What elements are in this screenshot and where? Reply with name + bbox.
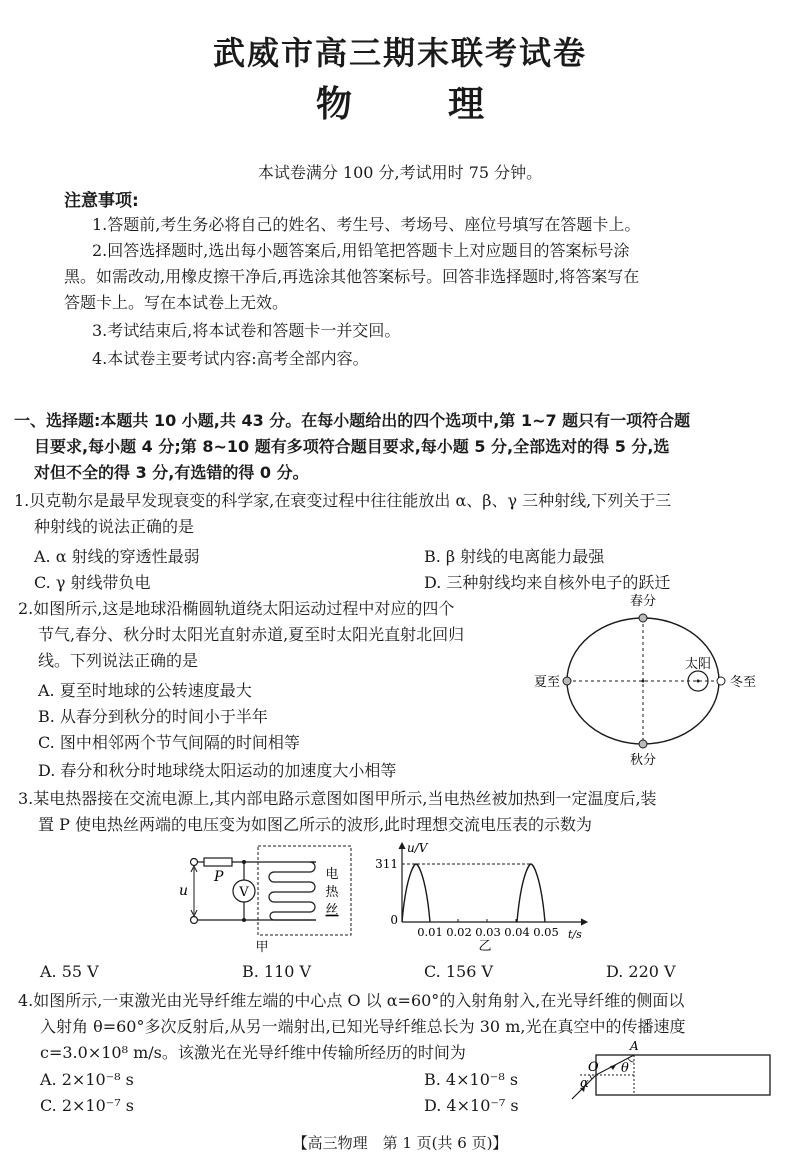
heater-char-1: 电: [325, 867, 339, 882]
q4-option-d: D. 4×10⁻⁷ s: [424, 1096, 519, 1115]
orbit-center: [642, 680, 645, 683]
q1-option-a: A. α 射线的穿透性最弱: [34, 547, 200, 566]
q2-stem-cont: 节气,春分、秋分时太阳光直射赤道,夏至时太阳光直射北回归: [38, 625, 465, 644]
page-footer: 【高三物理 第 1 页(共 6 页)】: [292, 1134, 508, 1152]
resistor-label: P: [214, 869, 224, 885]
caption-jia: 甲: [255, 940, 269, 955]
notice-item-2: 2.回答选择题时,选出每小题答案后,用铅笔把答题卡上对应题目的答案标号涂: [92, 241, 630, 260]
label-autumn: 秋分: [629, 753, 657, 768]
notice-item-2-cont2: 答题卡上。写在本试卷上无效。: [64, 293, 289, 312]
label-theta: θ: [621, 1061, 629, 1076]
notice-item-4: 4.本试卷主要考试内容:高考全部内容。: [92, 349, 369, 368]
label-summer: 夏至: [533, 675, 560, 690]
q3-option-b: B. 110 V: [242, 962, 312, 981]
label-spring: 春分: [629, 594, 657, 609]
x-arrow: [581, 919, 587, 925]
waveform-chart: [370, 840, 590, 952]
label-alpha: α: [580, 1076, 589, 1091]
q2-option-d: D. 春分和秋分时地球绕太阳运动的加速度大小相等: [38, 761, 397, 780]
q3-stem: 3.某电热器接在交流电源上,其内部电路示意图如图甲所示,当电热丝被加热到一定温度后,装: [18, 789, 657, 808]
heater-char-3: 丝: [325, 903, 339, 918]
x-tick-0-03: 0.03: [475, 925, 501, 939]
sun-center: [697, 680, 700, 683]
q1-option-c: C. γ 射线带负电: [34, 573, 151, 592]
voltmeter-label: V: [239, 885, 249, 900]
source-label: u: [178, 883, 188, 899]
q1-stem-cont: 种射线的说法正确的是: [34, 517, 195, 536]
q1-option-d: D. 三种射线均来自核外电子的跃迁: [424, 573, 671, 592]
q3-option-a: A. 55 V: [40, 962, 99, 981]
label-winter: 冬至: [730, 675, 757, 690]
theta-arc: [628, 1058, 634, 1062]
q4-stem: 4.如图所示,一束激光由光导纤维左端的中心点 O 以 α=60°的入射角射入,在光导纤维的侧面以: [18, 991, 685, 1010]
caption-yi: 乙: [478, 939, 492, 952]
q2-option-b: B. 从春分到秋分的时间小于半年: [38, 707, 268, 726]
circuit-diagram: [170, 845, 370, 955]
subject-char-1: 物: [315, 84, 352, 125]
notice-item-2-cont: 黑。如需改动,用橡皮擦干净后,再选涂其他答案标号。回答非选择题时,将答案写在: [64, 267, 640, 286]
orbit-diagram: [520, 590, 800, 780]
q4-option-c: C. 2×10⁻⁷ s: [40, 1096, 134, 1115]
q2-stem-cont2: 线。下列说法正确的是: [38, 651, 199, 670]
notice-heading: 注意事项:: [64, 191, 139, 211]
q4-stem-cont: 入射角 θ=60°多次反射后,从另一端射出,已知光导纤维总长为 30 m,光在真空中的传播速度: [40, 1017, 686, 1036]
q1-option-b: B. β 射线的电离能力最强: [424, 547, 605, 566]
q4-option-a: A. 2×10⁻⁸ s: [40, 1070, 134, 1089]
heater-char-2: 热: [325, 885, 339, 900]
subject-title: [0, 76, 800, 127]
section-heading-cont: 目要求,每小题 4 分;第 8~10 题有多项符合题目要求,每小题 5 分,全部选对的得 5 分,选: [34, 437, 670, 456]
q1-stem: 1.贝克勒尔是最早发现衰变的科学家,在衰变过程中往往能放出 α、β、γ 三种射线,下列关于三: [14, 491, 672, 510]
y-arrow: [399, 843, 405, 849]
exam-title: 武威市高三期末联考试卷: [212, 34, 587, 72]
earth-spring-icon: [639, 614, 647, 622]
pulse-1: [402, 864, 430, 922]
q2-stem: 2.如图所示,这是地球沿椭圆轨道绕太阳运动过程中对应的四个: [18, 599, 455, 618]
q3-option-c: C. 156 V: [424, 962, 494, 981]
q3-option-d: D. 220 V: [606, 962, 676, 981]
q2-option-c: C. 图中相邻两个节气间隔的时间相等: [38, 733, 300, 752]
terminal-bottom: [191, 917, 198, 924]
pulse-2: [517, 864, 545, 922]
peak-label: 311: [375, 857, 398, 871]
x-tick-0-01: 0.01: [417, 925, 443, 939]
section-heading: 一、选择题:本题共 10 小题,共 43 分。在每小题给出的四个选项中,第 1~7 题只有一项符合题: [14, 411, 691, 430]
section-heading-cont2: 对但不全的得 3 分,有选错的得 0 分。: [34, 463, 309, 482]
origin-label: 0: [390, 913, 398, 927]
x-tick-0-02: 0.02: [446, 925, 472, 939]
earth-winter-icon: [717, 677, 725, 685]
earth-autumn-icon: [639, 740, 647, 748]
q4-option-b: B. 4×10⁻⁸ s: [424, 1070, 519, 1089]
subject-char-2: 理: [448, 84, 485, 125]
exam-meta: 本试卷满分 100 分,考试用时 75 分钟。: [257, 163, 543, 182]
notice-item-1: 1.答题前,考生务必将自己的姓名、考生号、考场号、座位号填写在答题卡上。: [92, 215, 641, 234]
fiber-diagram: [560, 1035, 800, 1105]
label-a: A: [630, 1039, 639, 1053]
earth-summer-icon: [563, 677, 571, 685]
resistor-p: [204, 858, 232, 866]
label-sun: 太阳: [684, 657, 712, 672]
q2-option-a: A. 夏至时地球的公转速度最大: [38, 681, 252, 700]
terminal-top: [191, 859, 198, 866]
heater-coil: [269, 862, 316, 920]
x-axis-label: t/s: [568, 928, 582, 941]
q3-stem-cont: 置 P 使电热丝两端的电压变为如图乙所示的波形,此时理想交流电压表的示数为: [38, 815, 593, 834]
x-tick-0-04: 0.04: [504, 925, 530, 939]
label-o: O: [588, 1060, 599, 1075]
alpha-arc: [590, 1075, 592, 1079]
notice-item-3: 3.考试结束后,将本试卷和答题卡一并交回。: [92, 321, 401, 340]
y-axis-label: u/V: [407, 841, 428, 855]
q4-stem-cont2: c=3.0×10⁸ m/s。该激光在光导纤维中传输所经历的时间为: [40, 1043, 466, 1062]
x-tick-0-05: 0.05: [533, 925, 559, 939]
